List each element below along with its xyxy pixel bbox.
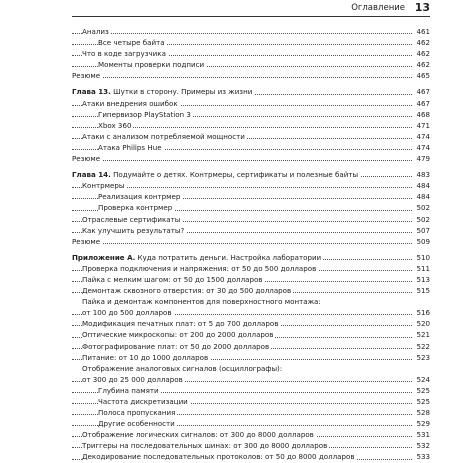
- chapter-label: Глава 14.: [72, 170, 111, 180]
- toc-entry-title: Частота дискретизации: [98, 397, 188, 406]
- toc-entry[interactable]: [72, 48, 430, 59]
- toc-page-number: 479: [416, 154, 430, 164]
- toc-page-number: 510: [416, 252, 430, 262]
- toc-entry-title: Атака Philips Hue: [98, 142, 162, 152]
- toc-entry-title: Питание: от 10 до 1000 долларов: [82, 352, 209, 362]
- toc-entry-title: Демонтаж сквозного отверстия: от 30 до 500 долларов: [82, 286, 292, 296]
- toc-page-number: 522: [416, 341, 430, 351]
- toc-page-number: 516: [416, 308, 430, 318]
- toc-page-number: 471: [416, 120, 430, 130]
- toc-page-number: 525: [416, 397, 430, 406]
- toc-entry-title: Атаки внедрения ошибок: [82, 98, 178, 108]
- toc-entry[interactable]: [72, 109, 430, 120]
- toc-page-number: 523: [416, 352, 430, 362]
- toc-page-number: 484: [416, 192, 430, 202]
- toc-entry-title: Глубина памяти: [98, 385, 159, 395]
- table-of-contents: [72, 26, 430, 463]
- toc-entry-title: Фотографирование плат: от 50 до 2000 долларов: [82, 341, 270, 351]
- toc-page-number: 532: [416, 441, 430, 451]
- toc-page-number: 468: [416, 109, 430, 119]
- toc-entry[interactable]: [72, 98, 430, 109]
- toc-entry[interactable]: [72, 285, 430, 296]
- toc-entry-title: Что в коде загрузчика: [82, 49, 166, 59]
- toc-page-number: 462: [416, 38, 430, 48]
- toc-entry[interactable]: [72, 396, 430, 407]
- toc-entry-title: Как улучшить результаты?: [82, 225, 185, 235]
- toc-page-number: 528: [416, 408, 430, 418]
- toc-entry[interactable]: [72, 131, 430, 142]
- toc-entry[interactable]: [72, 70, 430, 81]
- toc-entry[interactable]: [72, 385, 430, 396]
- toc-page-number: 521: [416, 330, 430, 340]
- chapter-title: Оглавление: [351, 3, 405, 13]
- toc-entry-title: Резюме: [72, 154, 101, 164]
- toc-entry-title: Декодирование последовательных протоколов: от 50 до 8000 долларов: [82, 452, 355, 462]
- dot-leader: [72, 77, 412, 78]
- toc-page-number: 529: [416, 419, 430, 429]
- toc-entry-title: Отраслевые сертификаты: [82, 214, 181, 224]
- toc-page-number: 461: [416, 27, 430, 36]
- toc-entry-continuation[interactable]: [72, 374, 430, 385]
- toc-page-number: 533: [416, 452, 430, 462]
- page-number: 13: [414, 1, 430, 14]
- toc-page-number: 467: [416, 87, 430, 97]
- toc-entry-title: Проверка подключения и напряжения: от 50 до 500 долларов: [82, 263, 317, 273]
- toc-entry-title: Приложение А. Куда потратить деньги. Настройка лаборатории: [72, 252, 322, 262]
- toc-entry[interactable]: [72, 252, 430, 263]
- toc-entry-title: Полоса пропускания: [98, 408, 176, 418]
- chapter-label: Глава 13.: [72, 87, 111, 97]
- toc-entry-title: Xbox 360: [98, 120, 132, 130]
- toc-entry-continuation[interactable]: [72, 307, 430, 318]
- toc-entry[interactable]: [72, 225, 430, 236]
- toc-entry[interactable]: [72, 274, 430, 285]
- toc-entry-title: Оптические микроскопы: от 200 до 2000 долларов: [82, 330, 274, 340]
- toc-entry-title: Модификация печатных плат: от 5 до 700 долларов: [82, 319, 279, 329]
- toc-entry-title: Проверка контрмер: [98, 203, 173, 213]
- toc-entry-title: Отображение логических сигналов: от 300 до 8000 долларов: [82, 430, 314, 440]
- toc-entry-title: Реализация контрмер: [98, 192, 181, 202]
- toc-entry[interactable]: [72, 202, 430, 213]
- toc-entry[interactable]: [72, 429, 430, 440]
- toc-entry-title: Анализ: [82, 27, 109, 36]
- toc-entry-title: Все четыре байта: [98, 38, 165, 48]
- dot-leader: [72, 243, 412, 244]
- toc-entry[interactable]: [72, 191, 430, 202]
- toc-page-number: 474: [416, 142, 430, 152]
- toc-entry[interactable]: [72, 296, 430, 307]
- toc-entry-title: Отображение аналоговых сигналов (осциллографы):: [82, 363, 283, 373]
- toc-entry-title: Глава 13. Шутки в сторону. Примеры из жизни: [72, 87, 253, 97]
- toc-page-number: 474: [416, 131, 430, 141]
- toc-entry[interactable]: [72, 180, 430, 191]
- toc-entry-title: от 300 до 25 000 долларов: [82, 374, 183, 384]
- toc-page-number: 511: [416, 263, 430, 273]
- toc-entry[interactable]: [72, 329, 430, 340]
- toc-entry[interactable]: [72, 263, 430, 274]
- toc-entry-title: Триггеры на последовательных шинах: от 300 до 8000 долларов: [82, 441, 328, 451]
- toc-entry-title: Пайка с мелким шагом: от 50 до 1500 долларов: [82, 274, 263, 284]
- toc-entry[interactable]: [72, 352, 430, 363]
- toc-page-number: 524: [416, 374, 430, 384]
- toc-page-number: 467: [416, 98, 430, 108]
- toc-entry[interactable]: [72, 318, 430, 329]
- toc-entry[interactable]: [72, 407, 430, 418]
- toc-entry-title: Резюме: [72, 71, 101, 81]
- toc-entry[interactable]: [72, 236, 430, 247]
- toc-entry[interactable]: [72, 142, 430, 153]
- toc-entry[interactable]: [72, 418, 430, 429]
- toc-entry[interactable]: [72, 363, 430, 374]
- toc-page-number: 507: [416, 225, 430, 235]
- toc-entry-title: Глава 14. Подумайте о детях. Контрмеры, сертификаты и полезные байты: [72, 170, 359, 180]
- toc-entry[interactable]: [72, 59, 430, 70]
- toc-entry[interactable]: [72, 214, 430, 225]
- toc-entry-title: Моменты проверки подписи: [98, 60, 205, 70]
- toc-entry[interactable]: [72, 341, 430, 352]
- toc-page-number: 462: [416, 60, 430, 70]
- toc-entry-title: Гипервизор PlayStation 3: [98, 109, 191, 119]
- toc-entry[interactable]: [72, 86, 430, 97]
- toc-entry[interactable]: [72, 37, 430, 48]
- header-rule: [72, 16, 430, 17]
- toc-page-number: 509: [416, 236, 430, 246]
- chapter-label: Приложение А.: [72, 252, 136, 262]
- toc-entry[interactable]: [72, 169, 430, 180]
- toc-page-number: 484: [416, 181, 430, 191]
- toc-entry-title: Другие особенности: [98, 419, 175, 429]
- toc-entry-title: от 100 до 500 долларов: [82, 308, 172, 318]
- toc-page-number: 513: [416, 274, 430, 284]
- toc-entry-title: Резюме: [72, 236, 101, 246]
- toc-entry-title: Атаки с анализом потребляемой мощности: [82, 131, 245, 141]
- toc-entry[interactable]: [72, 120, 430, 131]
- toc-page-number: 462: [416, 49, 430, 59]
- page-header: [0, 0, 450, 18]
- toc-entry-title: Контрмеры: [82, 181, 125, 191]
- toc-page-number: 525: [416, 385, 430, 395]
- toc-entry-title: Пайка и демонтаж компонентов для поверхностного монтажа:: [82, 297, 321, 307]
- toc-page-number: 502: [416, 203, 430, 213]
- toc-entry[interactable]: [72, 153, 430, 164]
- dot-leader: [72, 33, 412, 34]
- toc-page-number: 531: [416, 430, 430, 440]
- toc-page-number: 515: [416, 286, 430, 296]
- toc-entry[interactable]: [72, 26, 430, 37]
- dot-leader: [72, 160, 412, 161]
- toc-page-number: 502: [416, 214, 430, 224]
- toc-page-number: 465: [416, 71, 430, 81]
- toc-entry[interactable]: [72, 451, 430, 462]
- toc-page-number: 520: [416, 319, 430, 329]
- toc-page-number: 483: [416, 170, 430, 180]
